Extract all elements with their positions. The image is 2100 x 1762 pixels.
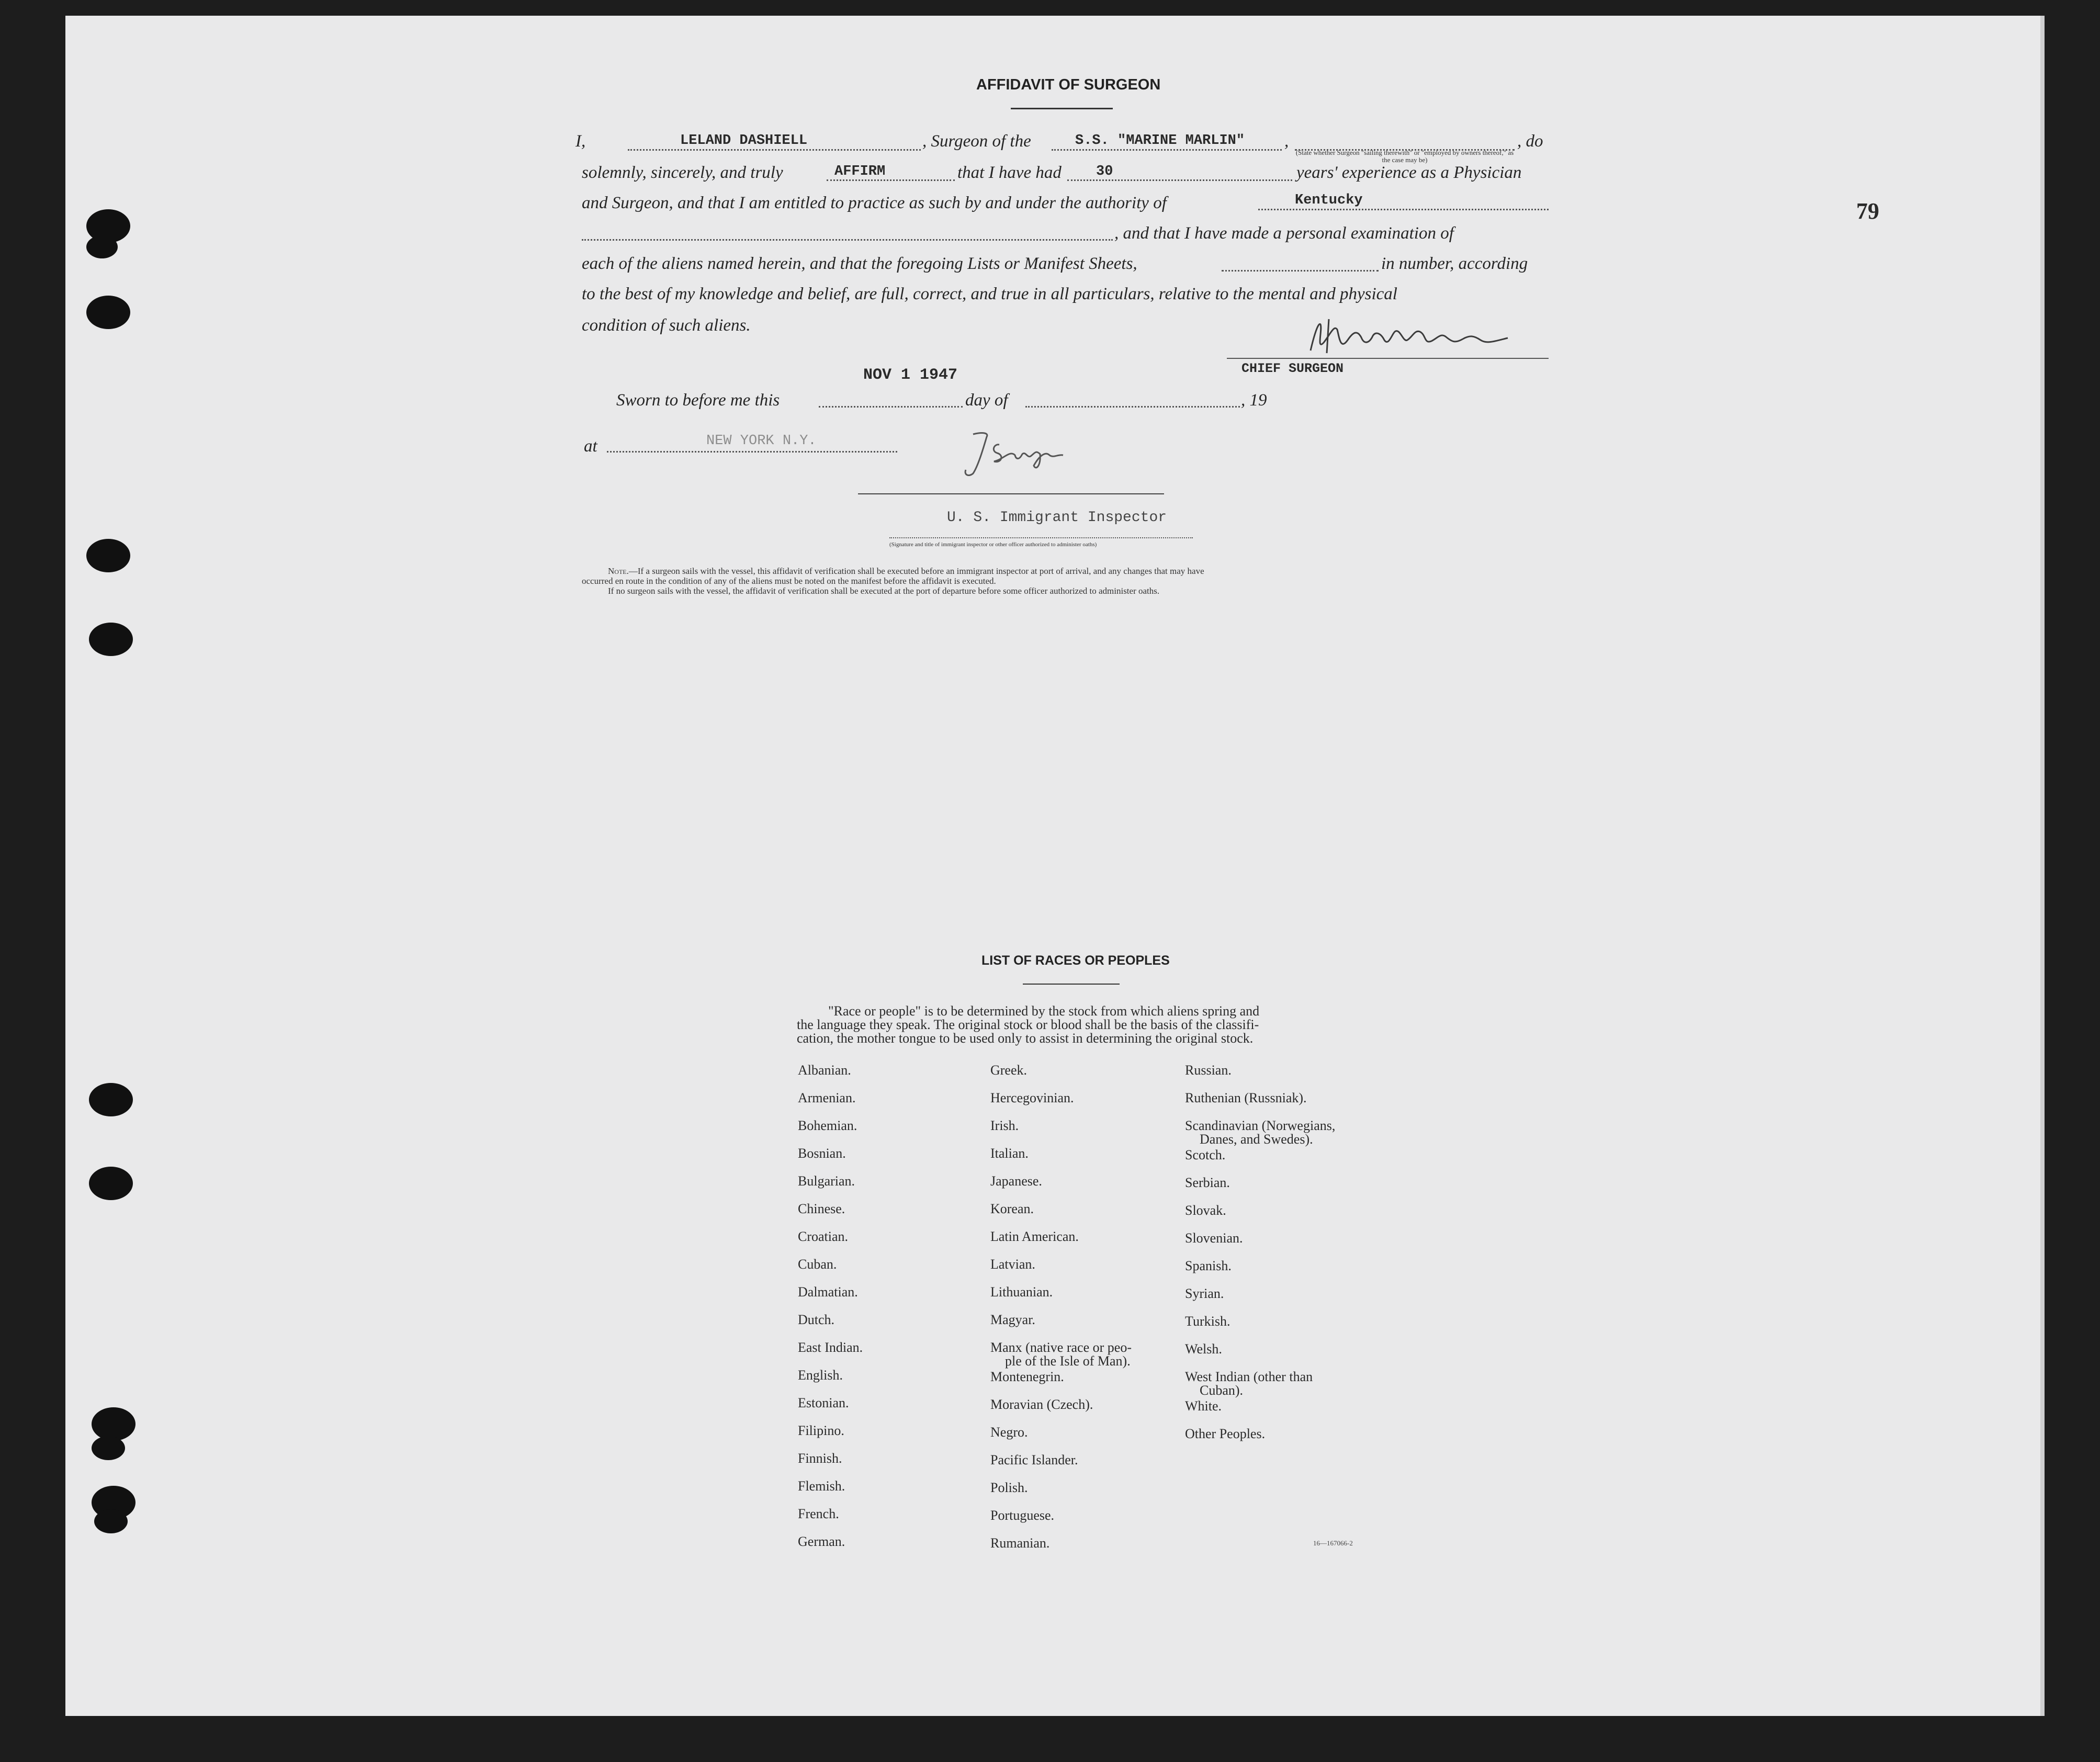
sworn-place: NEW YORK N.Y.	[706, 433, 817, 449]
race-list-item: Greek.	[990, 1063, 1028, 1078]
race-list-item: Spanish.	[1185, 1258, 1232, 1273]
vessel-name: S.S. "MARINE MARLIN"	[1075, 133, 1245, 149]
binder-hole	[86, 296, 130, 329]
note-line-1: —If a surgeon sails with the vessel, this affidavit of verification shall be executed before an immigrant inspector at port of arrival, and any changes that may have	[628, 566, 1204, 576]
race-list-item: Portuguese.	[990, 1508, 1055, 1523]
text-condition-of-aliens: condition of such aliens.	[582, 316, 751, 335]
race-list-item: Moravian (Czech).	[990, 1397, 1093, 1412]
authority-line-2	[582, 239, 1113, 241]
race-list-item: Russian.	[1185, 1063, 1232, 1078]
race-list-item: Slovenian.	[1185, 1230, 1243, 1246]
race-list-item: Bohemian.	[798, 1118, 857, 1133]
race-list-item: Turkish.	[1185, 1314, 1230, 1329]
status-line	[1295, 149, 1515, 151]
inspector-caption: (Signature and title of immigrant inspector or other officer authorized to administer oaths)	[889, 541, 1097, 548]
race-list-item: English.	[798, 1368, 843, 1383]
race-list-item: Dalmatian.	[798, 1284, 858, 1300]
text-solemnly: solemnly, sincerely, and truly	[582, 163, 783, 182]
signer-title: CHIEF SURGEON	[1241, 361, 1344, 376]
name-line	[628, 149, 921, 151]
race-list-item: German.	[798, 1534, 845, 1549]
race-list-item: Finnish.	[798, 1451, 842, 1466]
note-line-2: occurred en route in the condition of any of the aliens must be noted on the manifest before the affidavit is executed.	[582, 576, 996, 586]
text-each-of-the-aliens: each of the aliens named herein, and that the foregoing Lists or Manifest Sheets,	[582, 254, 1137, 273]
binder-hole	[89, 623, 133, 656]
race-list-item: Korean.	[990, 1201, 1034, 1216]
race-list-item: Flemish.	[798, 1478, 845, 1494]
text-do: , do	[1517, 132, 1543, 151]
affidavit-title: AFFIDAVIT OF SURGEON	[976, 76, 1161, 93]
race-list-item: Cuban.	[798, 1257, 837, 1272]
race-list-item: Armenian.	[798, 1090, 856, 1105]
page-number: 79	[1856, 198, 1879, 224]
binder-hole	[89, 1167, 133, 1200]
race-list-item: Scandinavian (Norwegians, Danes, and Swedes).	[1185, 1118, 1336, 1147]
races-title: LIST OF RACES OR PEOPLES	[981, 953, 1170, 968]
race-list-item: Syrian.	[1185, 1286, 1224, 1301]
signature-rule	[1227, 358, 1549, 359]
race-list-item: Polish.	[990, 1480, 1028, 1495]
text-i: I,	[575, 132, 586, 151]
title-rule	[1011, 108, 1113, 109]
race-list-item: Albanian.	[798, 1063, 851, 1078]
race-list-item: Irish.	[990, 1118, 1019, 1133]
vessel-line	[1052, 149, 1282, 151]
surgeon-name: LELAND DASHIELL	[680, 133, 808, 149]
race-list-item: Bulgarian.	[798, 1173, 855, 1189]
intro-line-1: "Race or people" is to be determined by the stock from which aliens spring and	[828, 1003, 1260, 1019]
binder-hole	[94, 1509, 128, 1533]
intro-line-3: cation, the mother tongue to be used only to assist in determining the original stock.	[797, 1031, 1254, 1046]
inspector-rule	[858, 493, 1164, 494]
text-best-of-knowledge: to the best of my knowledge and belief, are full, correct, and true in all particulars, relative to the mental and physical	[582, 285, 1397, 303]
authority-line	[1258, 209, 1549, 210]
binder-hole	[92, 1436, 125, 1460]
race-list-item: Welsh.	[1185, 1341, 1222, 1357]
race-list-item: Pacific Islander.	[990, 1452, 1078, 1467]
race-list-item: Dutch.	[798, 1312, 835, 1327]
race-list-item: Scotch.	[1185, 1147, 1226, 1162]
race-list-item: Serbian.	[1185, 1175, 1230, 1190]
races-intro	[797, 1004, 1259, 1045]
place-line	[607, 451, 897, 453]
race-list-item: Hercegovinian.	[990, 1090, 1074, 1105]
inspector-caption-line	[889, 537, 1193, 538]
race-list-item: Ruthenian (Russniak).	[1185, 1090, 1307, 1105]
surgeon-signature	[1303, 314, 1522, 361]
binder-hole	[86, 235, 118, 258]
race-list-item: White.	[1185, 1398, 1222, 1414]
intro-line-2: the language they speak. The original stock or blood shall be the basis of the classifi-	[797, 1017, 1259, 1032]
race-list-item: East Indian.	[798, 1340, 863, 1355]
race-list-item: Italian.	[990, 1146, 1029, 1161]
form-number: 16—167066-2	[1313, 1539, 1353, 1547]
note-line-3: If no surgeon sails with the vessel, the affidavit of verification shall be executed at the port of departure before some officer authorized to administer oaths.	[608, 586, 1160, 596]
race-list-item: Magyar.	[990, 1312, 1035, 1327]
binder-hole	[89, 1083, 133, 1116]
text-19: , 19	[1241, 391, 1267, 410]
text-entitled-to-practice: and Surgeon, and that I am entitled to practice as such by and under the authority of	[582, 194, 1167, 212]
race-list-item: French.	[798, 1506, 839, 1521]
affirm-value: AFFIRM	[834, 164, 886, 179]
race-list-item: Japanese.	[990, 1173, 1042, 1189]
race-list-item: Negro.	[990, 1425, 1028, 1440]
race-list-item: West Indian (other than Cuban).	[1185, 1369, 1313, 1398]
race-list-item: Lithuanian.	[990, 1284, 1053, 1300]
state-note: (State whether Surgeon "sailing therewith" or "employed by owners thereof," as the case may be)	[1295, 149, 1514, 164]
page-edge	[2040, 16, 2045, 1716]
binder-hole	[92, 1407, 136, 1441]
affirm-line	[827, 179, 955, 181]
races-column-2	[990, 1064, 1132, 1564]
years-value: 30	[1096, 164, 1113, 179]
race-list-item: Filipino.	[798, 1423, 844, 1438]
text-years-experience: years' experience as a Physician	[1296, 163, 1522, 182]
race-list-item: Slovak.	[1185, 1203, 1226, 1218]
race-list-item: Croatian.	[798, 1229, 849, 1244]
race-list-item: Latin American.	[990, 1229, 1079, 1244]
races-column-1	[798, 1064, 863, 1563]
race-list-item: Montenegrin.	[990, 1369, 1064, 1384]
text-day-of: day of	[965, 391, 1008, 410]
sheets-count-line	[1222, 270, 1379, 272]
race-list-item: Estonian.	[798, 1395, 849, 1410]
text-in-number: in number, according	[1381, 254, 1528, 273]
note-label: Note.	[608, 566, 629, 576]
years-line	[1067, 179, 1292, 181]
races-title-rule	[1023, 984, 1120, 985]
authority-value: Kentucky	[1295, 193, 1363, 208]
race-list-item: Chinese.	[798, 1201, 845, 1216]
affidavit-note	[582, 566, 1550, 596]
sworn-month-line	[1025, 406, 1240, 408]
text-sworn-to-before-me: Sworn to before me this	[616, 391, 780, 410]
binder-hole	[86, 539, 130, 572]
races-column-3	[1185, 1064, 1335, 1455]
race-list-item: Latvian.	[990, 1257, 1035, 1272]
text-comma: ,	[1284, 132, 1289, 151]
text-that-i-have-had: that I have had	[957, 163, 1062, 182]
inspector-title: U. S. Immigrant Inspector	[947, 510, 1167, 526]
inspector-signature	[952, 429, 1088, 481]
text-personal-examination: , and that I have made a personal examination of	[1114, 224, 1454, 243]
sworn-day-line	[819, 406, 963, 408]
date-stamp: NOV 1 1947	[863, 366, 958, 384]
race-list-item: Other Peoples.	[1185, 1426, 1266, 1441]
text-at: at	[584, 437, 597, 456]
race-list-item: Manx (native race or peo- ple of the Isle of Man).	[990, 1340, 1132, 1369]
race-list-item: Bosnian.	[798, 1146, 846, 1161]
race-list-item: Rumanian.	[990, 1535, 1050, 1551]
text-surgeon-of-the: , Surgeon of the	[922, 132, 1031, 151]
